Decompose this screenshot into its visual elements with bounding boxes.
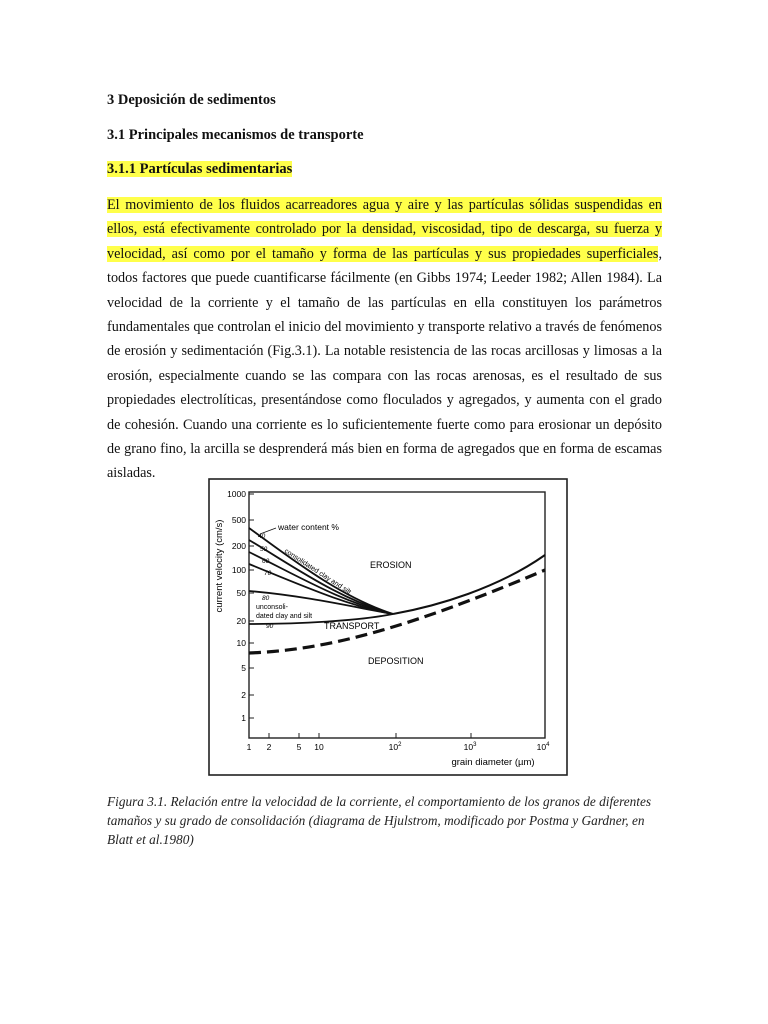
y-axis-label: current velocity (cm/s): [214, 519, 225, 613]
subsection-heading: 3.1 Principales mecanismos de transporte: [107, 127, 364, 143]
x-tick-label: $10^2$: [388, 742, 402, 752]
diagram-svg: [208, 478, 568, 776]
consolidated-label: consolidated clay and silt: [282, 547, 352, 597]
y-tick-label: 1000: [227, 489, 246, 499]
curve-label: 90: [266, 623, 274, 630]
section-heading: 3 Deposición de sedimentos: [107, 92, 276, 108]
subsubsection-heading: [107, 161, 292, 178]
y-tick-label: 20: [236, 616, 246, 626]
highlighted-heading-text: 3.1.1 Partículas sedimentarias: [107, 161, 293, 177]
curve-label: 60: [262, 558, 270, 565]
x-tick-label: 10: [314, 742, 324, 752]
curve-label: 50: [260, 546, 268, 553]
y-tick-label: 1: [241, 713, 246, 723]
figure-caption: Figura 3.1. Relación entre la velocidad de la corriente, el comportamiento de los granos de diferentes tamaños y su grado de consolidación (diagrama de Hjulstrom, modificado por Postma y Gardner, en Blatt et al.1980): [107, 794, 652, 847]
y-tick-label: 5: [241, 663, 246, 673]
y-tick-label: 50: [236, 588, 246, 598]
erosion-label: EROSION: [370, 560, 412, 570]
y-tick-label: 200: [231, 541, 246, 551]
x-tick-label: 1: [246, 742, 252, 752]
highlighted-text: El movimiento de los fluidos acarreadores agua y aire y las partículas sólidas suspendidas en ellos, está efectivamente controlado por la densidad, viscosidad, tipo de descarga, su fuerza y velocidad, así como por el tamaño y forma de las partículas y sus propiedades superficiales: [107, 197, 662, 262]
y-tick-label: 100: [231, 565, 246, 575]
deposition-label: DEPOSITION: [368, 656, 424, 666]
unconsolidated-label-1: unconsoli-: [256, 604, 288, 611]
x-axis-label: grain diameter (µm): [451, 757, 535, 768]
unconsolidated-label-2: dated clay and silt: [256, 613, 313, 620]
hjulstrom-diagram: [208, 478, 568, 776]
y-tick-label: 10: [236, 638, 246, 648]
paragraph-text: , todos factores que puede cuantificarse fácilmente (en Gibbs 1974; Leeder 1982; Allen 1984). La velocidad de la corriente y el tamaño de las partículas en ella constituyen los parámetros fundamentales que controlan el inicio del movimiento y transporte relativo a través de fenómenos de erosión y sedimentación (Fig.3.1). La notable resistencia de las rocas arcillosas y limosas a la erosión, especialmente cuando se las compara con las rocas arenosas, es el resultado de sus propiedades electrolíticas, presentándose como floculados y agregados, y aumenta con el grado de cohesión. Cuando una corriente es lo suficientemente fuerte como para erosionar un depósito de grano fino, la arcilla se desprenderá más bien en forma de agregados que en forma de escamas aisladas.: [107, 245, 662, 482]
curve-label: 80: [262, 595, 270, 602]
y-tick-label: 500: [231, 515, 246, 525]
x-tick-label: 5: [296, 742, 302, 752]
body-paragraph: [107, 193, 662, 486]
x-tick-label: $10^4$: [536, 742, 550, 752]
water-content-label: water content %: [278, 522, 339, 532]
figure-frame: [209, 479, 567, 775]
curve-label: 70: [264, 570, 272, 577]
transport-label: TRANSPORT: [324, 621, 380, 631]
y-tick-label: 2: [241, 690, 246, 700]
curve-label: 40: [258, 533, 266, 540]
x-tick-label: 2: [266, 742, 272, 752]
x-tick-label: $10^3$: [463, 742, 477, 752]
